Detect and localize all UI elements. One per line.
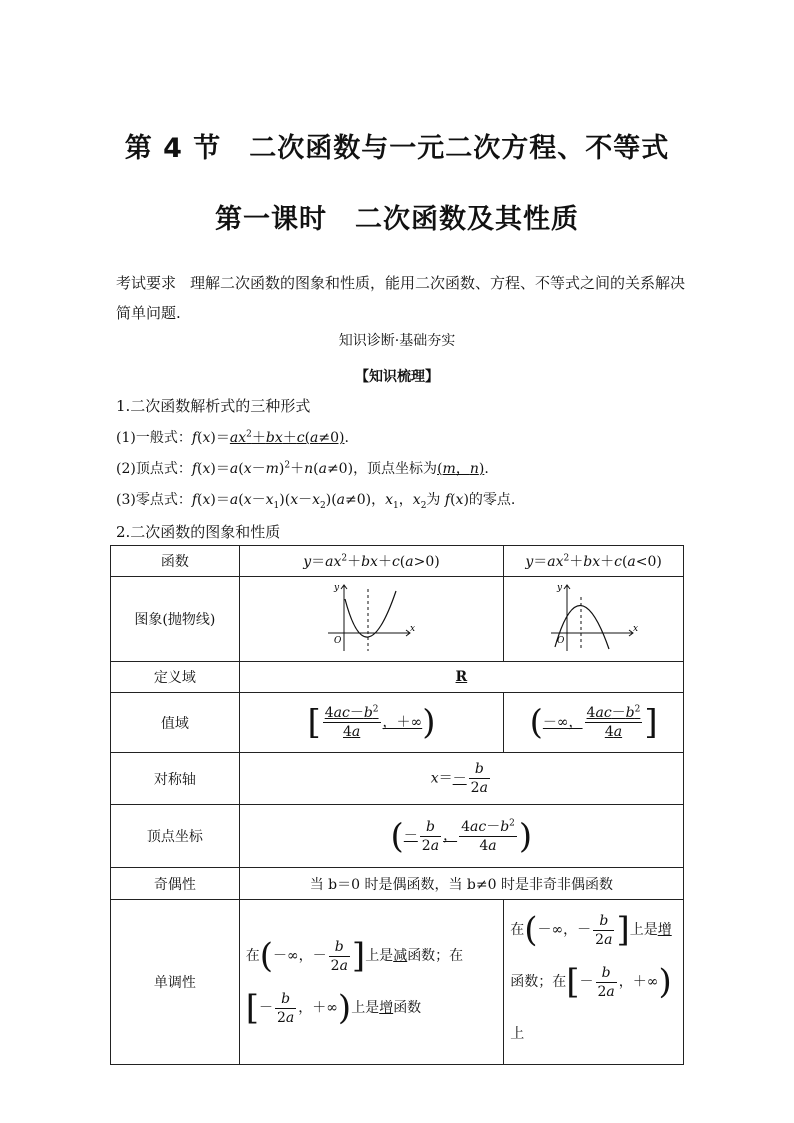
- table-row: [111, 693, 684, 753]
- general-form: (1)一般式：$f(x)=ax^2+bx+c(a\ne 0)$.: [116, 429, 349, 446]
- x-axis-label: x: [410, 624, 416, 634]
- vertex-form: (2)顶点式：$f(x)=a(x-m)^2+n(a\ne 0)$，顶点坐标为(m，n).: [116, 460, 489, 477]
- cell-graph-down: [504, 577, 684, 662]
- section-title: 第 4 节 二次函数与一元二次方程、不等式: [124, 133, 670, 164]
- cell-graph-up: [239, 577, 504, 662]
- cell-vertex-value: (－ $\frac{b}{2a}$ ， $\frac{4ac-b^2}{4a}$ ): [239, 805, 683, 868]
- requirement-label: 考试要求: [116, 274, 177, 292]
- lesson-title: 第一课时 二次函数及其性质: [215, 204, 579, 235]
- cell-parity-label: 奇偶性: [111, 868, 240, 900]
- exam-requirement: [116, 268, 686, 328]
- parabola-up-graph: [326, 581, 416, 653]
- heading-forms: 1.二次函数解析式的三种形式: [116, 397, 311, 415]
- cell-range-a-pos: [ $\frac{4ac-b^2}{4a}$ ，＋∞): [239, 693, 504, 753]
- cell-axis-label: 对称轴: [111, 753, 240, 805]
- y-axis-label: y: [556, 583, 562, 593]
- cell-function-label: 函数: [111, 546, 240, 577]
- cell-func-a-pos: $y=ax^2+bx+c(a>0)$: [239, 546, 504, 577]
- cell-mono-a-pos: 在(－∞，－ $\frac{b}{2a}$ ]上是减函数；在 [－ $\frac{b}{2a}$ ，＋∞)上是增函数: [239, 900, 504, 1065]
- requirement-text: 理解二次函数的图象和性质，能用二次函数、方程、不等式之间的关系解决简单问题.: [116, 274, 686, 322]
- cell-range-a-neg: (－∞， $\frac{4ac-b^2}{4a}$ ]: [504, 693, 684, 753]
- origin-label: O: [334, 636, 342, 646]
- cell-domain-label: 定义域: [111, 662, 240, 693]
- vertex-form-mid: ，顶点坐标为: [353, 461, 438, 477]
- y-axis-label: y: [334, 583, 340, 593]
- zero-form: (3)零点式：$f(x)=a(x-x_1)(x-x_2)(a\ne 0)$，$x_1$，$x_2$为 f(x)的零点.: [116, 492, 516, 511]
- zero-form-prefix: (3)零点式：: [116, 492, 192, 508]
- general-form-prefix: (1)一般式：: [116, 430, 192, 446]
- heading-graph-props: 2.二次函数的图象和性质: [116, 523, 281, 541]
- cell-axis-value: x＝－ $\frac{b}{2a}$: [239, 753, 683, 805]
- table-row: [111, 577, 684, 662]
- zero-form-suffix: 的零点.: [468, 492, 516, 508]
- cell-domain-value: R: [455, 669, 468, 685]
- origin-label: O: [556, 636, 564, 646]
- table-row: [111, 805, 684, 868]
- table-row: [111, 546, 684, 577]
- cell-graph-label: 图象(抛物线): [111, 577, 240, 662]
- cell-parity-value: 当 b＝0 时是偶函数，当 b≠0 时是非奇非偶函数: [239, 868, 683, 900]
- section-banner: 知识诊断·基础夯实: [338, 333, 456, 349]
- parabola-down-graph: [549, 581, 639, 653]
- cell-mono-label: 单调性: [111, 900, 240, 1065]
- x-axis-label: x: [632, 624, 638, 634]
- table-row: [111, 900, 684, 1065]
- cell-range-label: 值域: [111, 693, 240, 753]
- table-row: [111, 753, 684, 805]
- table-row: [111, 662, 684, 693]
- cell-func-a-neg: $y=ax^2+bx+c(a<0)$: [504, 546, 684, 577]
- cell-vertex-label: 顶点坐标: [111, 805, 240, 868]
- properties-table: [110, 545, 684, 1065]
- table-row: [111, 868, 684, 900]
- bracket-heading: 【知识梳理】: [355, 369, 439, 385]
- vertex-form-prefix: (2)顶点式：: [116, 461, 192, 477]
- cell-mono-a-neg: 在(－∞，－ $\frac{b}{2a}$ ]上是增 函数；在[－ $\frac{b}{2a}$ ，＋∞)上: [504, 900, 684, 1065]
